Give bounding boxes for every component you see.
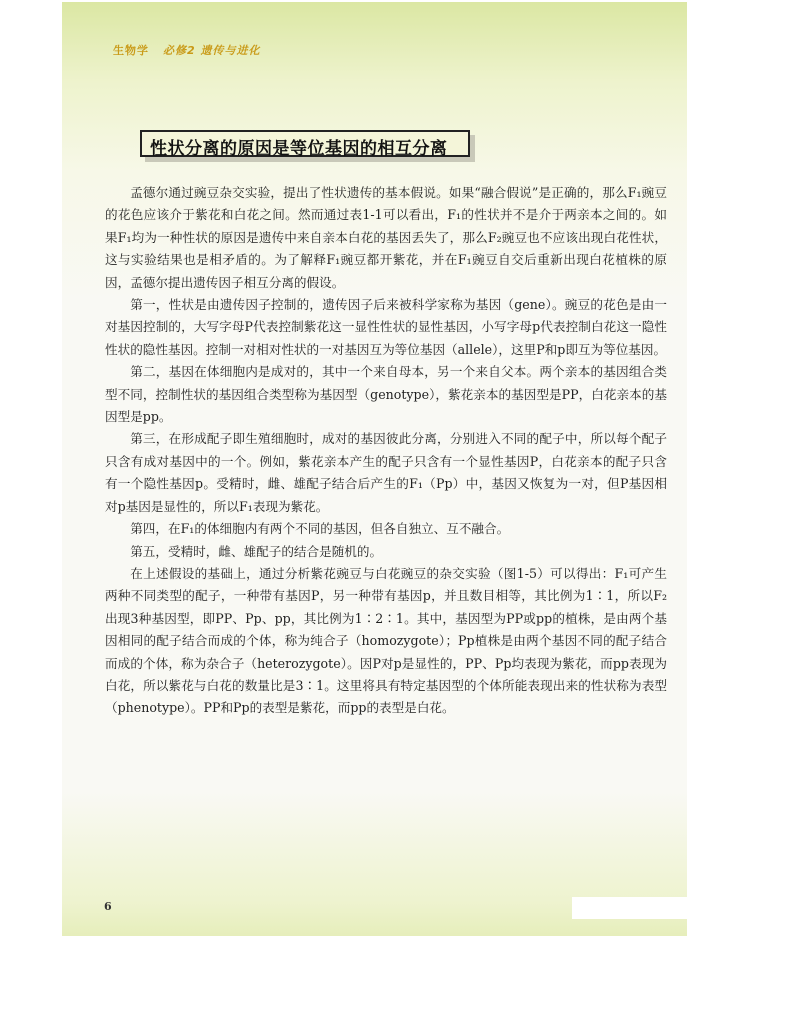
paragraph-hypothesis-5: 第五，受精时，雌、雄配子的结合是随机的。 bbox=[130, 543, 383, 559]
paragraph-hypothesis-1: 第一，性状是由遗传因子控制的，遗传因子后来被科学家称为基因（gene）。豌豆的花色是由一对基因控制的，大写字母P代表控制紫花这一显性性状的显性基因，小写字母p代表控制白花这一隐性性状的隐性基因。控制一对相对性状的一对基因互为等位基因（allele），这里P和p即互为等位基因。 bbox=[105, 297, 667, 357]
running-header bbox=[113, 42, 260, 58]
paragraph-hypothesis-4: 第四，在F₁的体细胞内有两个不同的基因，但各自独立、互不融合。 bbox=[130, 521, 510, 537]
page-number: 6 bbox=[104, 900, 112, 913]
paragraph-hypothesis-3: 第三，在形成配子即生殖细胞时，成对的基因彼此分离，分别进入不同的配子中，所以每个配子只含有成对基因中的一个。例如，紫花亲本产生的配子只含有一个显性基因P，白花亲本的配子只含有一个隐性基因p。受精时，雌、雄配子结合后产生的F₁（Pp）中，基因又恢复为一对，但P基因相对p基因是显性的，所以F₁表现为紫花。 bbox=[105, 431, 667, 514]
textbook-page bbox=[62, 2, 687, 936]
paragraph-intro: 孟德尔通过豌豆杂交实验，提出了性状遗传的基本假说。如果“融合假说”是正确的，那么F₁豌豆的花色应该介于紫花和白花之间。然而通过表1-1可以看出，F₁的性状并不是介于两亲本之间的。如果F₁均为一种性状的原因是遗传中来自亲本白花的基因丢失了，那么F₂豌豆也不应该出现白花性状，这与实验结果也是相矛盾的。为了解释F₁豌豆都开紫花，并在F₁豌豆自交后重新出现白花植株的原因，孟德尔提出遗传因子相互分离的假设。 bbox=[105, 185, 667, 290]
white-patch bbox=[572, 897, 692, 919]
paragraph-analysis: 在上述假设的基础上，通过分析紫花豌豆与白花豌豆的杂交实验（图1-5）可以得出：F₁可产生两种不同类型的配子，一种带有基因P，另一种带有基因p，并且数目相等，其比例为1∶1，所以F₂出现3种基因型，即PP、Pp、pp，其比例为1∶2∶1。其中，基因型为PP或pp的植株，是由两个基因相同的配子结合而成的个体，称为纯合子（homozygote）；Pp植株是由两个基因不同的配子结合而成的个体，称为杂合子（heterozygote）。因P对p是显性的，PP、Pp均表现为紫花，而pp表现为白花，所以紫花与白花的数量比是3∶1。这里将具有特定基因型的个体所能表现出来的性状称为表型（phenotype）。PP和Pp的表型是紫花，而pp的表型是白花。 bbox=[105, 565, 667, 716]
body-text bbox=[105, 182, 667, 720]
section-title: 性状分离的原因是等位基因的相互分离 bbox=[150, 139, 448, 159]
header-subject: 生物学 bbox=[113, 44, 149, 57]
section-title-box bbox=[140, 130, 470, 157]
paragraph-hypothesis-2: 第二，基因在体细胞内是成对的，其中一个来自母本，另一个来自父本。两个亲本的基因组合类型不同，控制性状的基因组合类型称为基因型（genotype），紫花亲本的基因型是PP，白花亲本的基因型是pp。 bbox=[105, 364, 667, 425]
header-book: 必修2 遗传与进化 bbox=[163, 44, 261, 57]
